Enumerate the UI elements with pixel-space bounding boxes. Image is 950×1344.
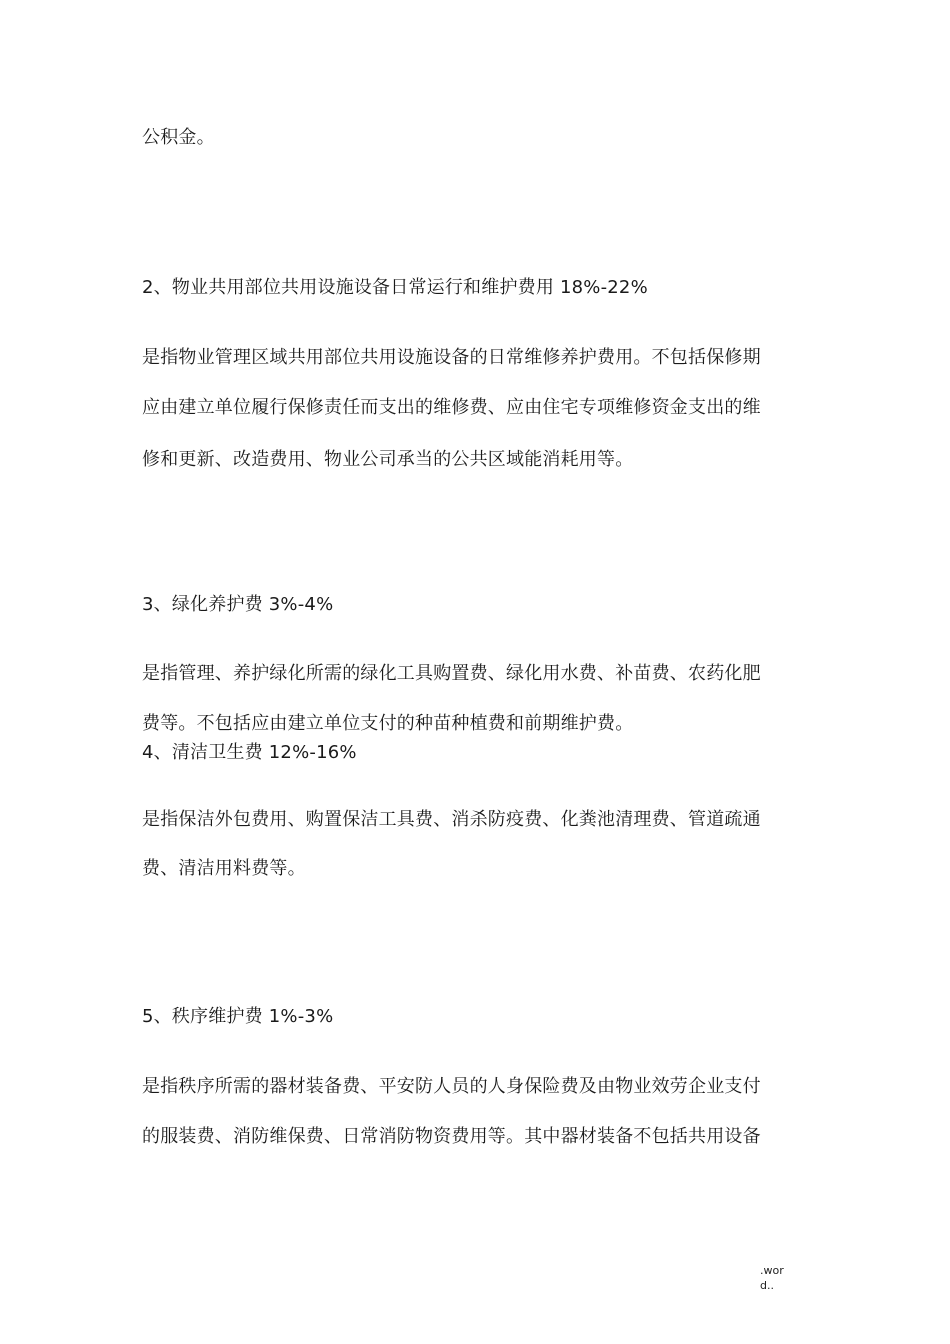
section-heading-2: 2、物业共用部位共用设施设备日常运行和维护费用 18%-22% [142, 277, 648, 298]
paragraph-line: 是指物业管理区域共用部位共用设施设备的日常维修养护费用。不包括保修期 [142, 347, 761, 368]
paragraph-line: 是指保洁外包费用、购置保洁工具费、消杀防疫费、化粪池清理费、管道疏通 [142, 809, 761, 830]
paragraph-line: 的服装费、消防维保费、日常消防物资费用等。其中器材装备不包括共用设备 [142, 1126, 761, 1147]
paragraph-line: 是指管理、养护绿化所需的绿化工具购置费、绿化用水费、补苗费、农药化肥 [142, 663, 761, 684]
paragraph-line: 是指秩序所需的器材装备费、平安防人员的人身保险费及由物业效劳企业支付 [142, 1076, 761, 1097]
paragraph-line: 费、清洁用料费等。 [142, 858, 306, 879]
section-heading-5: 5、秩序维护费 1%-3% [142, 1006, 334, 1027]
footer-watermark: .wor [760, 1264, 784, 1277]
section-heading-4: 4、清洁卫生费 12%-16% [142, 742, 357, 763]
section-heading-3: 3、绿化养护费 3%-4% [142, 594, 334, 615]
footer-watermark: d.. [760, 1279, 774, 1292]
paragraph-line: 应由建立单位履行保修责任而支出的维修费、应由住宅专项维修资金支出的维 [142, 397, 761, 418]
paragraph-line: 公积金。 [142, 127, 215, 148]
paragraph-line: 修和更新、改造费用、物业公司承当的公共区域能消耗用等。 [142, 449, 634, 470]
paragraph-line: 费等。不包括应由建立单位支付的种苗种植费和前期维护费。 [142, 713, 634, 734]
